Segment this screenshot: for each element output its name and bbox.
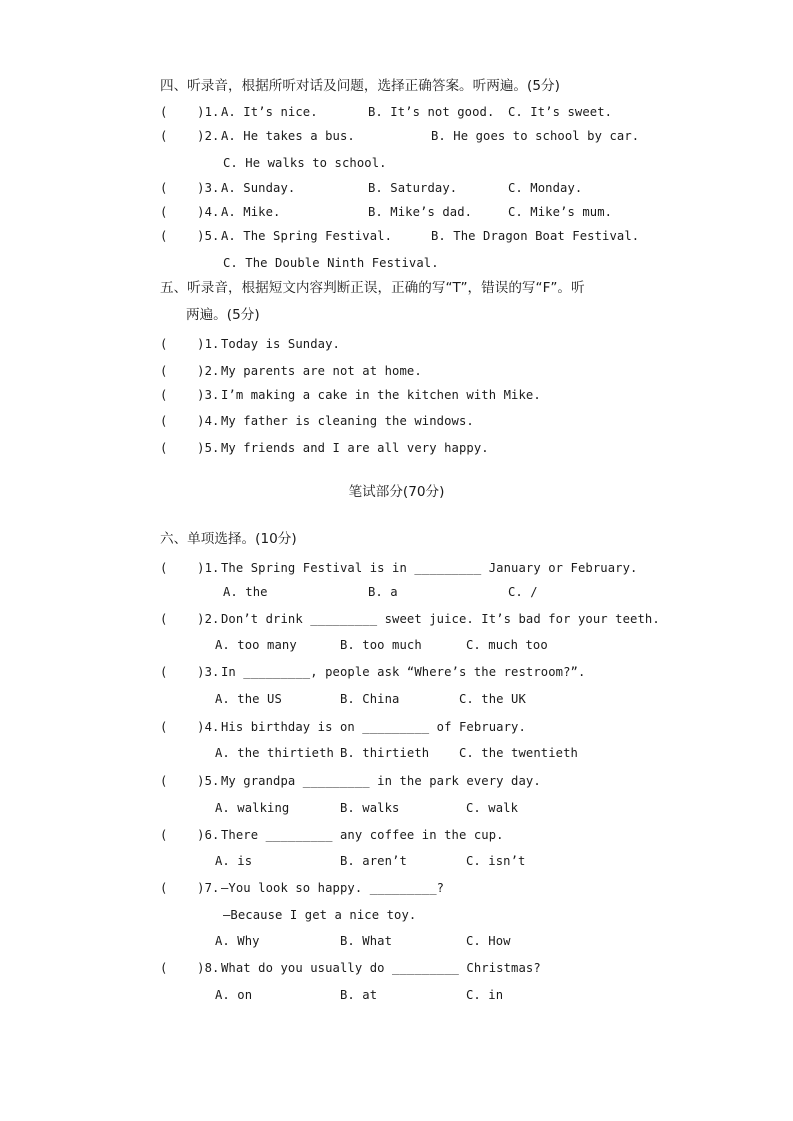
s6-q6-stem: There _________ any coffee in the cup. <box>221 828 504 842</box>
s6-q6-option-a: A. is <box>215 854 253 868</box>
s6-q8-stem: What do you usually do _________ Christmas? <box>221 961 541 975</box>
s6-q1-option-c: C. / <box>508 585 538 599</box>
s6-q3-number: ( )3. <box>160 665 220 679</box>
s6-q5-option-b: B. walks <box>340 801 400 815</box>
s6-q8-option-a: A. on <box>215 988 253 1002</box>
s5-q1-statement: Today is Sunday. <box>221 337 340 351</box>
s6-q7-stem: —You look so happy. _________? <box>221 881 445 895</box>
s5-q3-statement: I’m making a cake in the kitchen with Mike. <box>221 388 541 402</box>
s4-q2-option-c: C. He walks to school. <box>223 156 387 170</box>
s4-q5-option-b: B. The Dragon Boat Festival. <box>431 229 640 243</box>
s4-q3-number: ( )3. <box>160 181 220 195</box>
s4-q2-number: ( )2. <box>160 129 220 143</box>
s6-q3-option-b: B. China <box>340 692 400 706</box>
s6-q2-stem: Don’t drink _________ sweet juice. It’s bad for your teeth. <box>221 612 660 626</box>
s4-q4-number: ( )4. <box>160 205 220 219</box>
s6-q8-number: ( )8. <box>160 961 220 975</box>
s6-q1-stem: The Spring Festival is in _________ January or February. <box>221 561 638 575</box>
section6-heading: 六、单项选择。(10分) <box>160 531 297 547</box>
s5-q5-statement: My friends and I are all very happy. <box>221 441 489 455</box>
s6-q7-option-c: C. How <box>466 934 511 948</box>
s6-q6-option-c: C. isn’t <box>466 854 526 868</box>
s4-q2-option-a: A. He takes a bus. <box>221 129 355 143</box>
s6-q1-number: ( )1. <box>160 561 220 575</box>
s6-q1-option-a: A. the <box>223 585 268 599</box>
s4-q5-number: ( )5. <box>160 229 220 243</box>
s6-q8-option-b: B. at <box>340 988 378 1002</box>
section5-heading-line1: 五、听录音，根据短文内容判断正误，正确的写“T”，错误的写“F”。听 <box>160 280 585 296</box>
s6-q4-stem: His birthday is on _________ of February. <box>221 720 526 734</box>
section4-heading: 四、听录音，根据所听对话及问题，选择正确答案。听两遍。(5分) <box>160 78 560 94</box>
s5-q4-number: ( )4. <box>160 414 220 428</box>
s4-q1-number: ( )1. <box>160 105 220 119</box>
s5-q2-statement: My parents are not at home. <box>221 364 422 378</box>
s6-q1-option-b: B. a <box>368 585 398 599</box>
s4-q5-option-a: A. The Spring Festival. <box>221 229 393 243</box>
section5-heading-line2: 两遍。(5分) <box>186 307 260 323</box>
s4-q4-option-b: B. Mike’s dad. <box>368 205 473 219</box>
s6-q4-number: ( )4. <box>160 720 220 734</box>
s6-q2-option-a: A. too many <box>215 638 297 652</box>
s6-q7-stem-reply: —Because I get a nice toy. <box>223 908 417 922</box>
s6-q7-number: ( )7. <box>160 881 220 895</box>
s6-q3-option-c: C. the UK <box>459 692 526 706</box>
s6-q2-option-c: C. much too <box>466 638 548 652</box>
written-part-title: 笔试部分(70分) <box>348 484 445 500</box>
s5-q2-number: ( )2. <box>160 364 220 378</box>
s4-q2-option-b: B. He goes to school by car. <box>431 129 640 143</box>
s6-q2-number: ( )2. <box>160 612 220 626</box>
s4-q3-option-a: A. Sunday. <box>221 181 296 195</box>
s4-q4-option-a: A. Mike. <box>221 205 281 219</box>
s6-q4-option-a: A. the thirtieth <box>215 746 334 760</box>
s4-q3-option-c: C. Monday. <box>508 181 583 195</box>
s4-q1-option-c: C. It’s sweet. <box>508 105 613 119</box>
s6-q4-option-c: C. the twentieth <box>459 746 578 760</box>
s5-q3-number: ( )3. <box>160 388 220 402</box>
s6-q7-option-a: A. Why <box>215 934 260 948</box>
s6-q5-stem: My grandpa _________ in the park every day. <box>221 774 541 788</box>
s6-q4-option-b: B. thirtieth <box>340 746 430 760</box>
s5-q4-statement: My father is cleaning the windows. <box>221 414 474 428</box>
s4-q4-option-c: C. Mike’s mum. <box>508 205 613 219</box>
s6-q3-stem: In _________, people ask “Where’s the restroom?”. <box>221 665 586 679</box>
s6-q7-option-b: B. What <box>340 934 393 948</box>
s5-q5-number: ( )5. <box>160 441 220 455</box>
s6-q6-number: ( )6. <box>160 828 220 842</box>
s5-q1-number: ( )1. <box>160 337 220 351</box>
s6-q5-number: ( )5. <box>160 774 220 788</box>
s4-q1-option-a: A. It’s nice. <box>221 105 318 119</box>
s6-q5-option-a: A. walking <box>215 801 290 815</box>
s6-q8-option-c: C. in <box>466 988 504 1002</box>
s6-q3-option-a: A. the US <box>215 692 282 706</box>
s6-q5-option-c: C. walk <box>466 801 519 815</box>
s4-q1-option-b: B. It’s not good. <box>368 105 495 119</box>
s4-q3-option-b: B. Saturday. <box>368 181 458 195</box>
s6-q2-option-b: B. too much <box>340 638 422 652</box>
s4-q5-option-c: C. The Double Ninth Festival. <box>223 256 439 270</box>
s6-q6-option-b: B. aren’t <box>340 854 407 868</box>
